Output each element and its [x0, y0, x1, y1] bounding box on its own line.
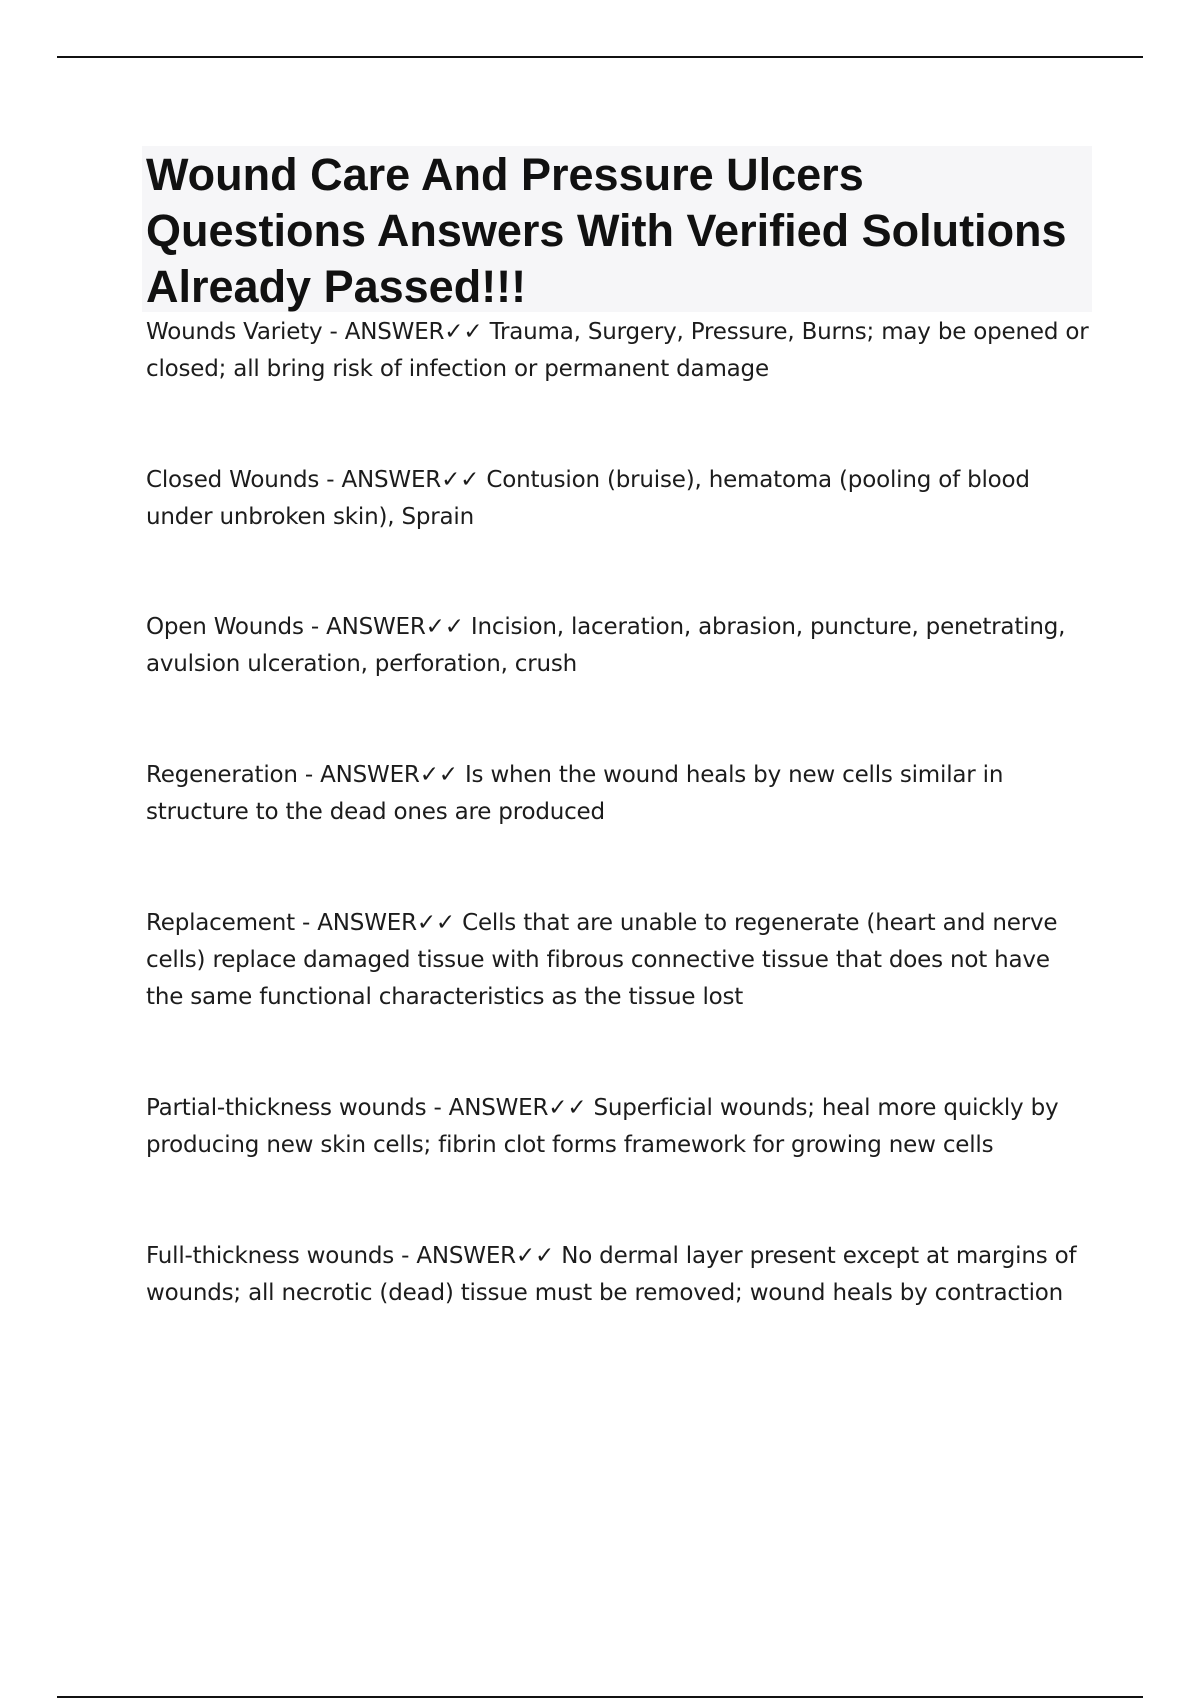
- answer-marker: - ANSWER✓✓: [322, 319, 490, 345]
- qa-definition: Cells that are unable to regenerate (heart and nerve cells) replace damaged tissue with fibrous connective tissue that does not have the same functional characteristics as the tissue lost: [146, 910, 1058, 1010]
- qa-term: Replacement: [146, 910, 295, 936]
- qa-definition: Contusion (bruise), hematoma (pooling of blood under unbroken skin), Sprain: [146, 467, 1030, 530]
- qa-definition: Is when the wound heals by new cells similar in structure to the dead ones are produced: [146, 762, 1004, 825]
- qa-entry-regeneration: [146, 757, 1091, 831]
- qa-entry-wounds-variety: [146, 314, 1091, 388]
- answer-marker: - ANSWER✓✓: [294, 910, 463, 936]
- answer-marker: - ANSWER✓✓: [303, 614, 471, 640]
- qa-definition: No dermal layer present except at margins of wounds; all necrotic (dead) tissue must be removed; wound heals by contraction: [146, 1243, 1077, 1306]
- answer-marker: - ANSWER✓✓: [394, 1243, 562, 1269]
- qa-term: Partial-thickness wounds: [146, 1095, 427, 1121]
- answer-marker: - ANSWER✓✓: [297, 762, 465, 788]
- qa-term: Full-thickness wounds: [146, 1243, 395, 1269]
- answer-marker: - ANSWER✓✓: [426, 1095, 594, 1121]
- qa-entry-partial-thickness-wounds: [146, 1090, 1091, 1164]
- answer-marker: - ANSWER✓✓: [319, 467, 487, 493]
- document-title: Wound Care And Pressure Ulcers Questions Answers With Verified Solutions Already Passed!!!: [146, 149, 1067, 312]
- qa-entry-replacement: [146, 905, 1091, 1016]
- qa-term: Wounds Variety: [146, 319, 323, 345]
- top-rule: [57, 56, 1143, 58]
- qa-entry-open-wounds: [146, 609, 1091, 683]
- qa-definition: Incision, laceration, abrasion, puncture, penetrating, avulsion ulceration, perforation, crush: [146, 614, 1066, 677]
- qa-term: Regeneration: [146, 762, 298, 788]
- qa-term: Open Wounds: [146, 614, 304, 640]
- qa-entry-full-thickness-wounds: [146, 1238, 1091, 1312]
- qa-definition: Superficial wounds; heal more quickly by producing new skin cells; fibrin clot forms framework for growing new cells: [146, 1095, 1059, 1158]
- qa-entry-closed-wounds: [146, 462, 1091, 536]
- bottom-rule: [57, 1696, 1143, 1698]
- qa-term: Closed Wounds: [146, 467, 320, 493]
- qa-definition: Trauma, Surgery, Pressure, Burns; may be opened or closed; all bring risk of infection or permanent damage: [146, 319, 1089, 382]
